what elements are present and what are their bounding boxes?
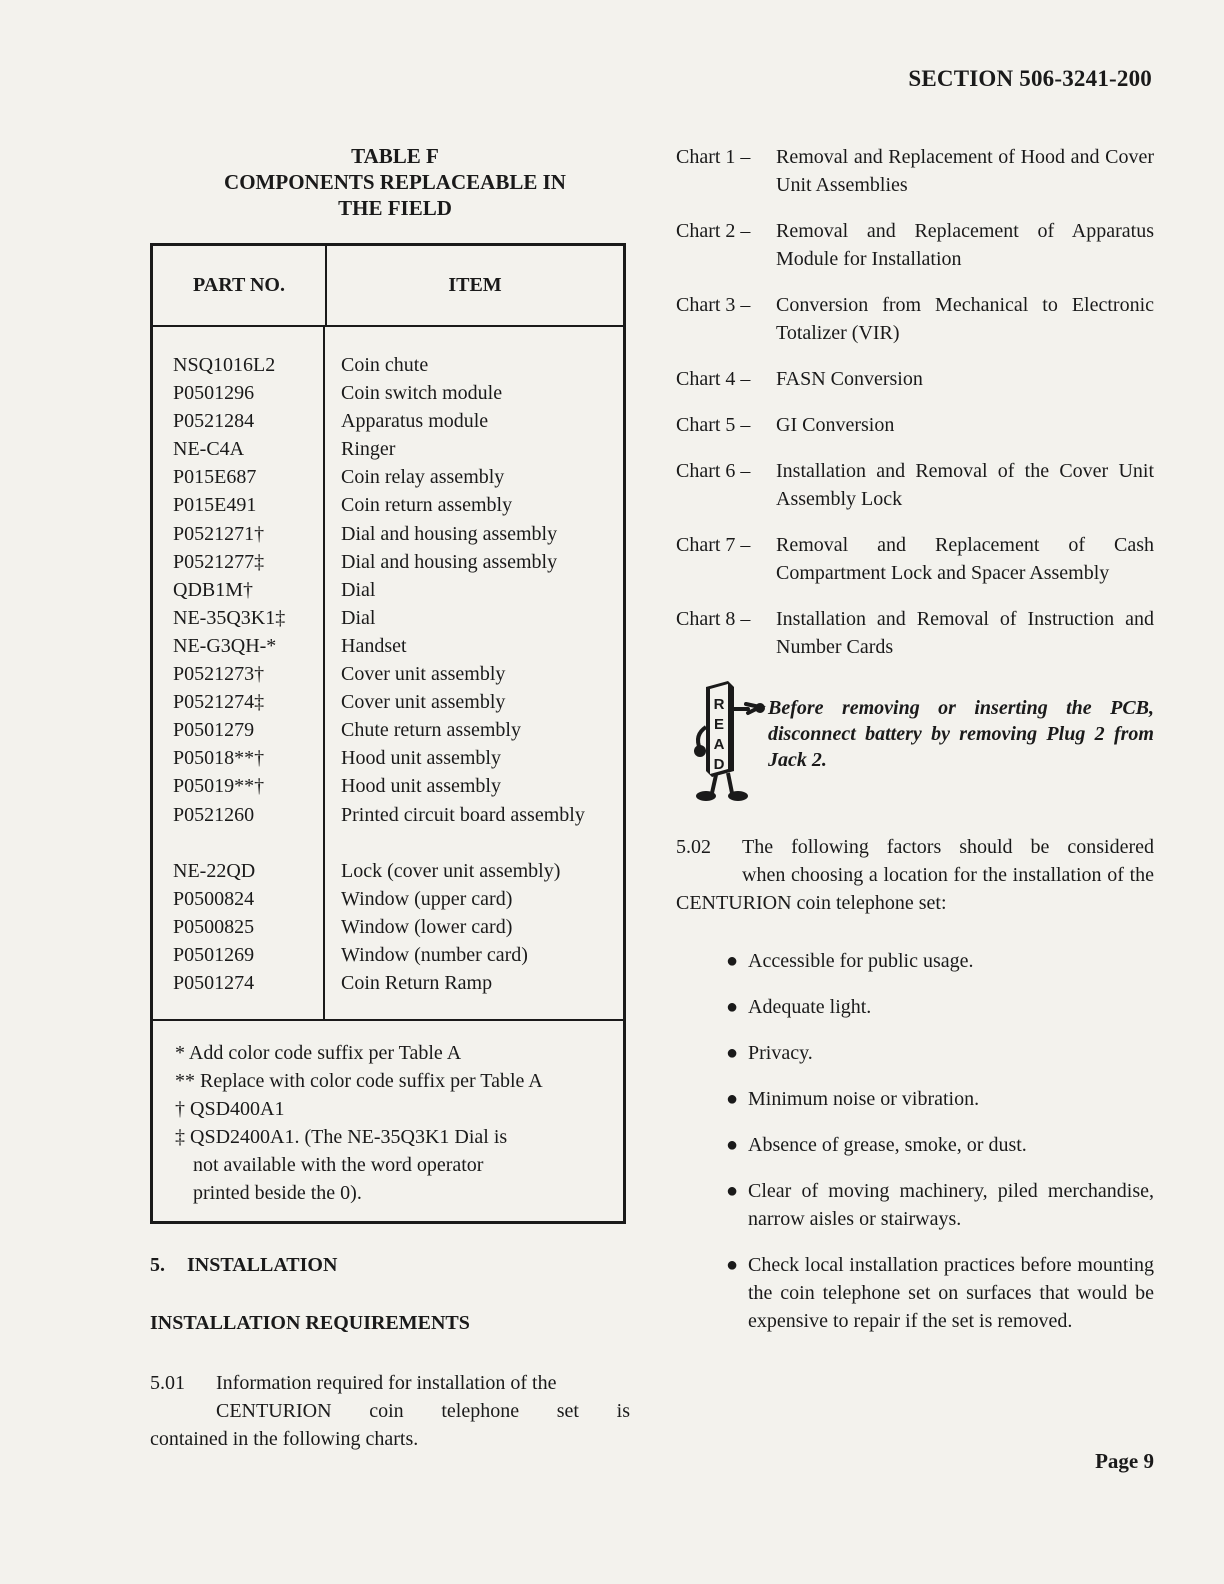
- part-number-cell: P015E687: [173, 466, 257, 489]
- item-cell: Coin chute: [341, 354, 429, 376]
- part-number-column: [153, 327, 325, 1019]
- chart-entry: [676, 143, 1154, 199]
- part-number-cell: NE-G3QH-*: [173, 634, 277, 657]
- bullet-icon: ●: [726, 1254, 739, 1276]
- item-cell: Window (number card): [341, 943, 528, 966]
- read-mascot-icon: [676, 679, 768, 803]
- list-item-text: Privacy.: [748, 1042, 813, 1064]
- chart-label: Chart 6 –: [676, 460, 751, 482]
- part-number-cell: P05018**†: [173, 747, 265, 770]
- column-header-part-no: PART NO.: [153, 246, 327, 325]
- list-item: [726, 993, 1154, 1021]
- part-number-cell: NE-35Q3K1‡: [173, 606, 286, 629]
- paragraph-text: contained in the following charts.: [150, 1428, 419, 1451]
- read-letter: R: [713, 696, 725, 713]
- item-cell: Coin return assembly: [341, 494, 513, 517]
- footnote: printed beside the 0).: [193, 1182, 362, 1205]
- footnote: not available with the word operator: [193, 1154, 484, 1177]
- list-item: [726, 1177, 1154, 1233]
- bullet-icon: ●: [726, 1042, 739, 1064]
- chart-label: Chart 7 –: [676, 534, 751, 556]
- read-letter: D: [713, 756, 725, 773]
- list-item-text: Accessible for public usage.: [748, 950, 974, 972]
- chart-label: Chart 4 –: [676, 368, 751, 390]
- item-cell: Dial: [341, 578, 376, 601]
- table-title-line: COMPONENTS REPLACEABLE IN: [224, 170, 566, 194]
- item-cell: Apparatus module: [341, 410, 489, 433]
- chart-entry: [676, 291, 1154, 347]
- item-cell: Printed circuit board assembly: [341, 803, 585, 826]
- table-title-line: THE FIELD: [338, 196, 452, 220]
- part-number-cell: P0501279: [173, 719, 255, 742]
- read-letter: A: [713, 736, 725, 753]
- paragraph-5-01: [150, 1369, 630, 1453]
- part-number-cell: NE-C4A: [173, 438, 245, 461]
- chart-entry: [676, 457, 1154, 513]
- bullet-icon: ●: [726, 1088, 739, 1110]
- chart-title: Installation and Removal of the Cover Unit Assembly Lock: [776, 460, 1154, 510]
- list-item: [726, 947, 1154, 975]
- part-number-cell: P0500824: [173, 887, 255, 910]
- part-number-cell: P0521274‡: [173, 691, 265, 714]
- bullet-icon: ●: [726, 950, 739, 972]
- part-number-cell: NE-22QD: [173, 859, 256, 882]
- table-header-row: [153, 246, 623, 327]
- list-item-text: Adequate light.: [748, 996, 872, 1018]
- chart-label: Chart 3 –: [676, 294, 751, 316]
- part-number-cell: NSQ1016L2: [173, 354, 276, 376]
- bullet-icon: ●: [726, 1134, 739, 1156]
- list-item: [726, 1131, 1154, 1159]
- list-item: [726, 1251, 1154, 1335]
- read-notice-text: Before removing or inserting the PCB, disconnect battery by removing Plug 2 from Jack 2.: [768, 697, 1154, 771]
- part-number-cell: P0521260: [173, 803, 255, 826]
- chart-title: GI Conversion: [776, 414, 895, 436]
- chart-title: Removal and Replacement of Cash Compartment Lock and Spacer Assembly: [776, 534, 1154, 584]
- item-cell: Dial and housing assembly: [341, 522, 558, 545]
- table-title: [150, 143, 630, 221]
- paragraph-text: when choosing a location for the installation of the CENTURION coin telephone set:: [676, 864, 1154, 914]
- section-heading-number: 5.: [150, 1254, 165, 1277]
- item-cell: Dial and housing assembly: [341, 550, 558, 573]
- column-header-item: ITEM: [448, 274, 502, 296]
- read-notice: [676, 679, 1154, 803]
- item-cell: Coin relay assembly: [341, 466, 505, 489]
- table-footnotes: [153, 1019, 623, 1221]
- item-cell: Cover unit assembly: [341, 691, 506, 714]
- part-number-cell: P0521271†: [173, 522, 265, 545]
- left-column: [150, 143, 630, 1453]
- item-cell: Cover unit assembly: [341, 663, 506, 686]
- chart-title: Installation and Removal of Instruction and Number Cards: [776, 608, 1154, 658]
- location-factors-list: [676, 947, 1154, 1335]
- item-cell: Window (upper card): [341, 887, 513, 910]
- list-item-text: Check local installation practices before mounting the coin telephone set on surfaces that would be expensive to repair if the set is removed.: [748, 1254, 1154, 1332]
- table-title-line: TABLE F: [351, 144, 439, 168]
- chart-entry: [676, 531, 1154, 587]
- item-column: [325, 327, 623, 1019]
- part-number-cell: P0521284: [173, 410, 255, 433]
- part-number-cell: QDB1M†: [173, 578, 254, 601]
- item-cell: Dial: [341, 606, 376, 629]
- item-cell: Coin Return Ramp: [341, 972, 493, 995]
- components-table: [150, 243, 626, 1224]
- item-cell: Hood unit assembly: [341, 747, 501, 770]
- chart-title: Conversion from Mechanical to Electronic Totalizer (VIR): [776, 294, 1154, 344]
- footnote: ** Replace with color code suffix per Table A: [175, 1070, 543, 1093]
- item-cell: Chute return assembly: [341, 719, 521, 742]
- paragraph-word: set: [556, 1400, 579, 1423]
- item-cell: Hood unit assembly: [341, 775, 501, 798]
- paragraph-number: 5.02: [676, 836, 711, 858]
- list-item: [726, 1039, 1154, 1067]
- list-item: [726, 1085, 1154, 1113]
- list-item-text: Absence of grease, smoke, or dust.: [748, 1134, 1027, 1156]
- list-item-text: Minimum noise or vibration.: [748, 1088, 980, 1110]
- paragraph-word: CENTURION: [216, 1400, 332, 1423]
- part-number-cell: P0501296: [173, 382, 255, 405]
- bullet-icon: ●: [726, 1180, 739, 1202]
- chart-label: Chart 8 –: [676, 608, 751, 630]
- footnote: † QSD400A1: [175, 1098, 285, 1121]
- item-cell: Coin switch module: [341, 382, 503, 405]
- section-number: SECTION 506-3241-200: [908, 66, 1152, 91]
- part-number-cell: P0521277‡: [173, 550, 265, 573]
- paragraph-word: coin: [369, 1400, 404, 1423]
- list-item-text: Clear of moving machinery, piled merchandise, narrow aisles or stairways.: [748, 1180, 1154, 1230]
- footnote: ‡ QSD2400A1. (The NE-35Q3K1 Dial is: [175, 1126, 508, 1149]
- right-column: [676, 143, 1154, 1353]
- page-number: Page 9: [1095, 1449, 1154, 1473]
- paragraph-line: [150, 1397, 630, 1425]
- section-heading-text: INSTALLATION: [187, 1254, 338, 1277]
- chart-entry: [676, 365, 1154, 393]
- subsection-heading: INSTALLATION REQUIREMENTS: [150, 1312, 470, 1335]
- chart-list: [676, 143, 1154, 661]
- part-number-cell: P0500825: [173, 915, 255, 938]
- chart-label: Chart 2 –: [676, 220, 751, 242]
- footnote: * Add color code suffix per Table A: [175, 1042, 462, 1065]
- chart-label: Chart 1 –: [676, 146, 751, 168]
- chart-entry: [676, 605, 1154, 661]
- part-number-cell: P015E491: [173, 494, 257, 517]
- paragraph-number: 5.01: [150, 1372, 185, 1395]
- part-number-cell: P0501269: [173, 943, 255, 966]
- chart-title: FASN Conversion: [776, 368, 923, 390]
- section-heading: [150, 1254, 630, 1277]
- paragraph-text: Information required for installation of the: [216, 1372, 557, 1395]
- chart-entry: [676, 411, 1154, 439]
- paragraph-word: is: [616, 1400, 630, 1423]
- read-letter: E: [713, 716, 725, 733]
- chart-entry: [676, 217, 1154, 273]
- part-number-cell: P05019**†: [173, 775, 265, 798]
- table-body: [153, 327, 623, 1019]
- item-cell: Window (lower card): [341, 915, 513, 938]
- part-number-cell: P0501274: [173, 972, 255, 995]
- item-cell: Ringer: [341, 438, 396, 461]
- bullet-icon: ●: [726, 996, 739, 1018]
- chart-label: Chart 5 –: [676, 414, 751, 436]
- item-cell: Handset: [341, 634, 407, 657]
- item-cell: Lock (cover unit assembly): [341, 859, 561, 882]
- chart-title: Removal and Replacement of Apparatus Module for Installation: [776, 220, 1154, 270]
- paragraph-5-02: [676, 833, 1154, 917]
- chart-title: Removal and Replacement of Hood and Cover Unit Assemblies: [776, 146, 1154, 196]
- paragraph-text: The following factors should be considered: [742, 836, 1154, 858]
- part-number-cell: P0521273†: [173, 663, 265, 686]
- paragraph-word: telephone: [441, 1400, 520, 1423]
